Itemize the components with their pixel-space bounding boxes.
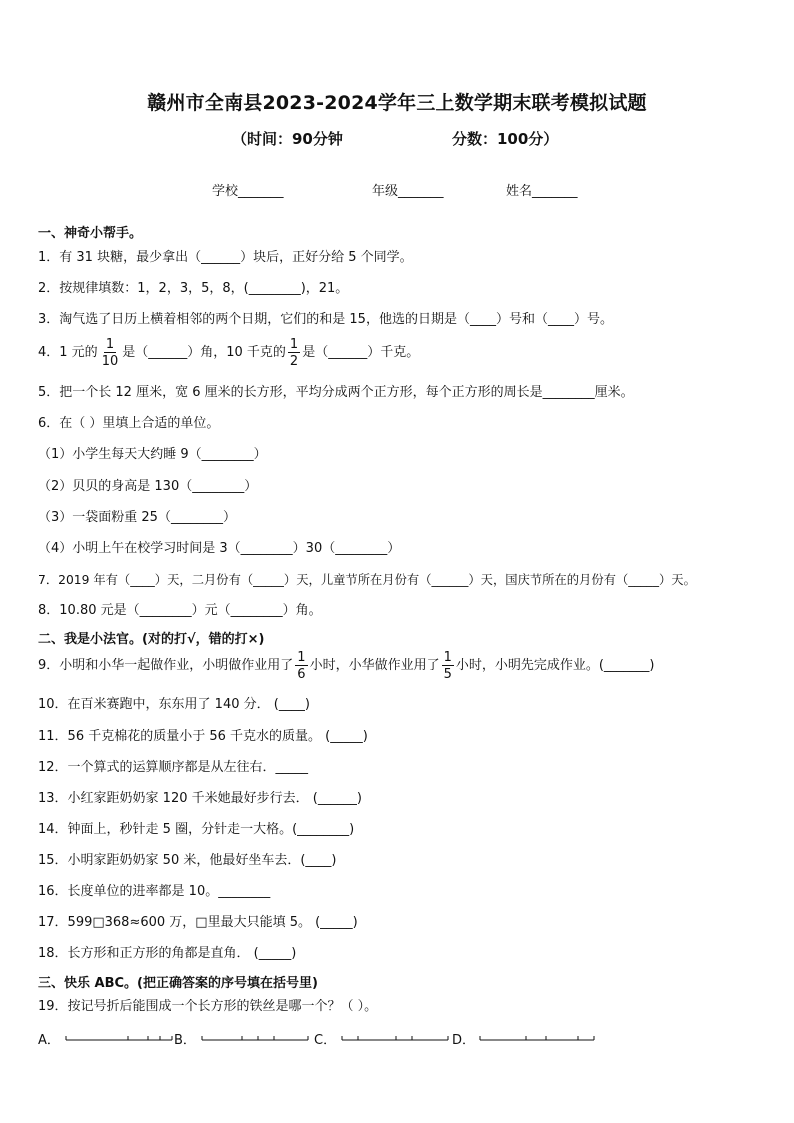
question-9-text-1: 9．小明和小华一起做作业，小明做作业用了 [38, 658, 294, 673]
fraction-one-sixth [295, 651, 307, 681]
question-6-3: （3）一袋面粉重 25（________） [38, 510, 236, 525]
fraction-denominator: 5 [443, 667, 452, 682]
question-18: 18．长方形和正方形的角都是直角． (_____) [38, 946, 297, 961]
fraction-denominator: 10 [101, 354, 119, 369]
fraction-one-fifth [442, 651, 454, 681]
question-6-4: （4）小明上午在校学习时间是 3（________）30（________） [38, 541, 401, 556]
section-2-heading: 二、我是小法官。(对的打√，错的打×) [38, 632, 265, 647]
question-9-text-2: 小时，小华做作业用了 [309, 658, 440, 673]
question-4-text-2: 是（______）角，10 千克的 [122, 345, 286, 360]
question-10: 10．在百米赛跑中，东东用了 140 分． (____) [38, 697, 310, 712]
fraction-denominator: 2 [289, 354, 299, 369]
question-3: 3．淘气选了日历上横着相邻的两个日期，它们的和是 15，他选的日期是（____）号和（____）号。 [38, 312, 613, 327]
question-16: 16．长度单位的进率都是 10。________ [38, 884, 271, 899]
question-6-2: （2）贝贝的身高是 130（________） [38, 479, 258, 494]
option-c-label[interactable]: C． [314, 1033, 337, 1048]
school-field[interactable]: 学校_______ [212, 184, 284, 199]
exam-time: （时间：90分钟 [232, 130, 343, 148]
fraction-numerator: 1 [289, 337, 299, 352]
option-b-wire-icon [200, 1032, 312, 1044]
exam-score: 分数：100分） [452, 130, 559, 148]
question-1: 1．有 31 块糖，最少拿出（______）块后，正好分给 5 个同学。 [38, 250, 413, 265]
fraction-one-tenth [100, 338, 121, 368]
question-13: 13．小红家距奶奶家 120 千米她最好步行去． (______) [38, 791, 362, 806]
question-7: 7．2019 年有（____）天，二月份有（_____）天，儿童节所在月份有（______）天，国庆节所在的月份有（_____）天。 [38, 573, 696, 587]
question-11: 11．56 千克棉花的质量小于 56 千克水的质量。 (_____) [38, 729, 368, 744]
question-6: 6．在（ ）里填上合适的单位。 [38, 416, 220, 431]
question-4-text-3: 是（______）千克。 [302, 345, 420, 360]
section-3-heading: 三、快乐 ABC。(把正确答案的序号填在括号里) [38, 976, 318, 991]
question-15: 15．小明家距奶奶家 50 米，他最好坐车去．(____) [38, 853, 337, 868]
fraction-numerator: 1 [105, 337, 115, 352]
name-field[interactable]: 姓名_______ [506, 184, 578, 199]
fraction-one-half [288, 338, 300, 368]
question-4 [38, 338, 419, 368]
section-1-heading: 一、神奇小帮手。 [38, 226, 143, 241]
option-a-wire-icon [64, 1032, 176, 1044]
question-8: 8．10.80 元是（________）元（________）角。 [38, 603, 322, 618]
question-2: 2．按规律填数：1，2，3，5，8，(________)，21。 [38, 281, 349, 296]
question-5: 5．把一个长 12 厘米，宽 6 厘米的长方形，平均分成两个正方形，每个正方形的周长是________厘米。 [38, 385, 634, 400]
question-14: 14．钟面上，秒针走 5 圈，分针走一大格。(________) [38, 822, 355, 837]
option-c-wire-icon [340, 1032, 452, 1044]
option-b-label[interactable]: B． [174, 1033, 196, 1048]
question-6-1: （1）小学生每天大约睡 9（________） [38, 447, 267, 462]
question-9-text-3: 小时，小明先完成作业。(_______) [455, 658, 655, 673]
fraction-numerator: 1 [297, 650, 306, 665]
question-9 [38, 651, 655, 681]
option-d-wire-icon [478, 1032, 598, 1044]
grade-field[interactable]: 年级_______ [372, 184, 444, 199]
exam-title: 赣州市全南县2023-2024学年三上数学期末联考模拟试题 [147, 92, 647, 114]
question-17: 17．599□368≈600 万，□里最大只能填 5。 (_____) [38, 915, 358, 930]
fraction-denominator: 6 [297, 667, 306, 682]
question-19: 19．按记号折后能围成一个长方形的铁丝是哪一个？（ ）。 [38, 999, 378, 1014]
question-12: 12．一个算式的运算顺序都是从左往右．_____ [38, 760, 309, 775]
question-4-text-1: 4．1 元的 [38, 345, 98, 360]
option-d-label[interactable]: D． [452, 1033, 476, 1048]
option-a-label[interactable]: A． [38, 1033, 60, 1048]
fraction-numerator: 1 [443, 650, 452, 665]
